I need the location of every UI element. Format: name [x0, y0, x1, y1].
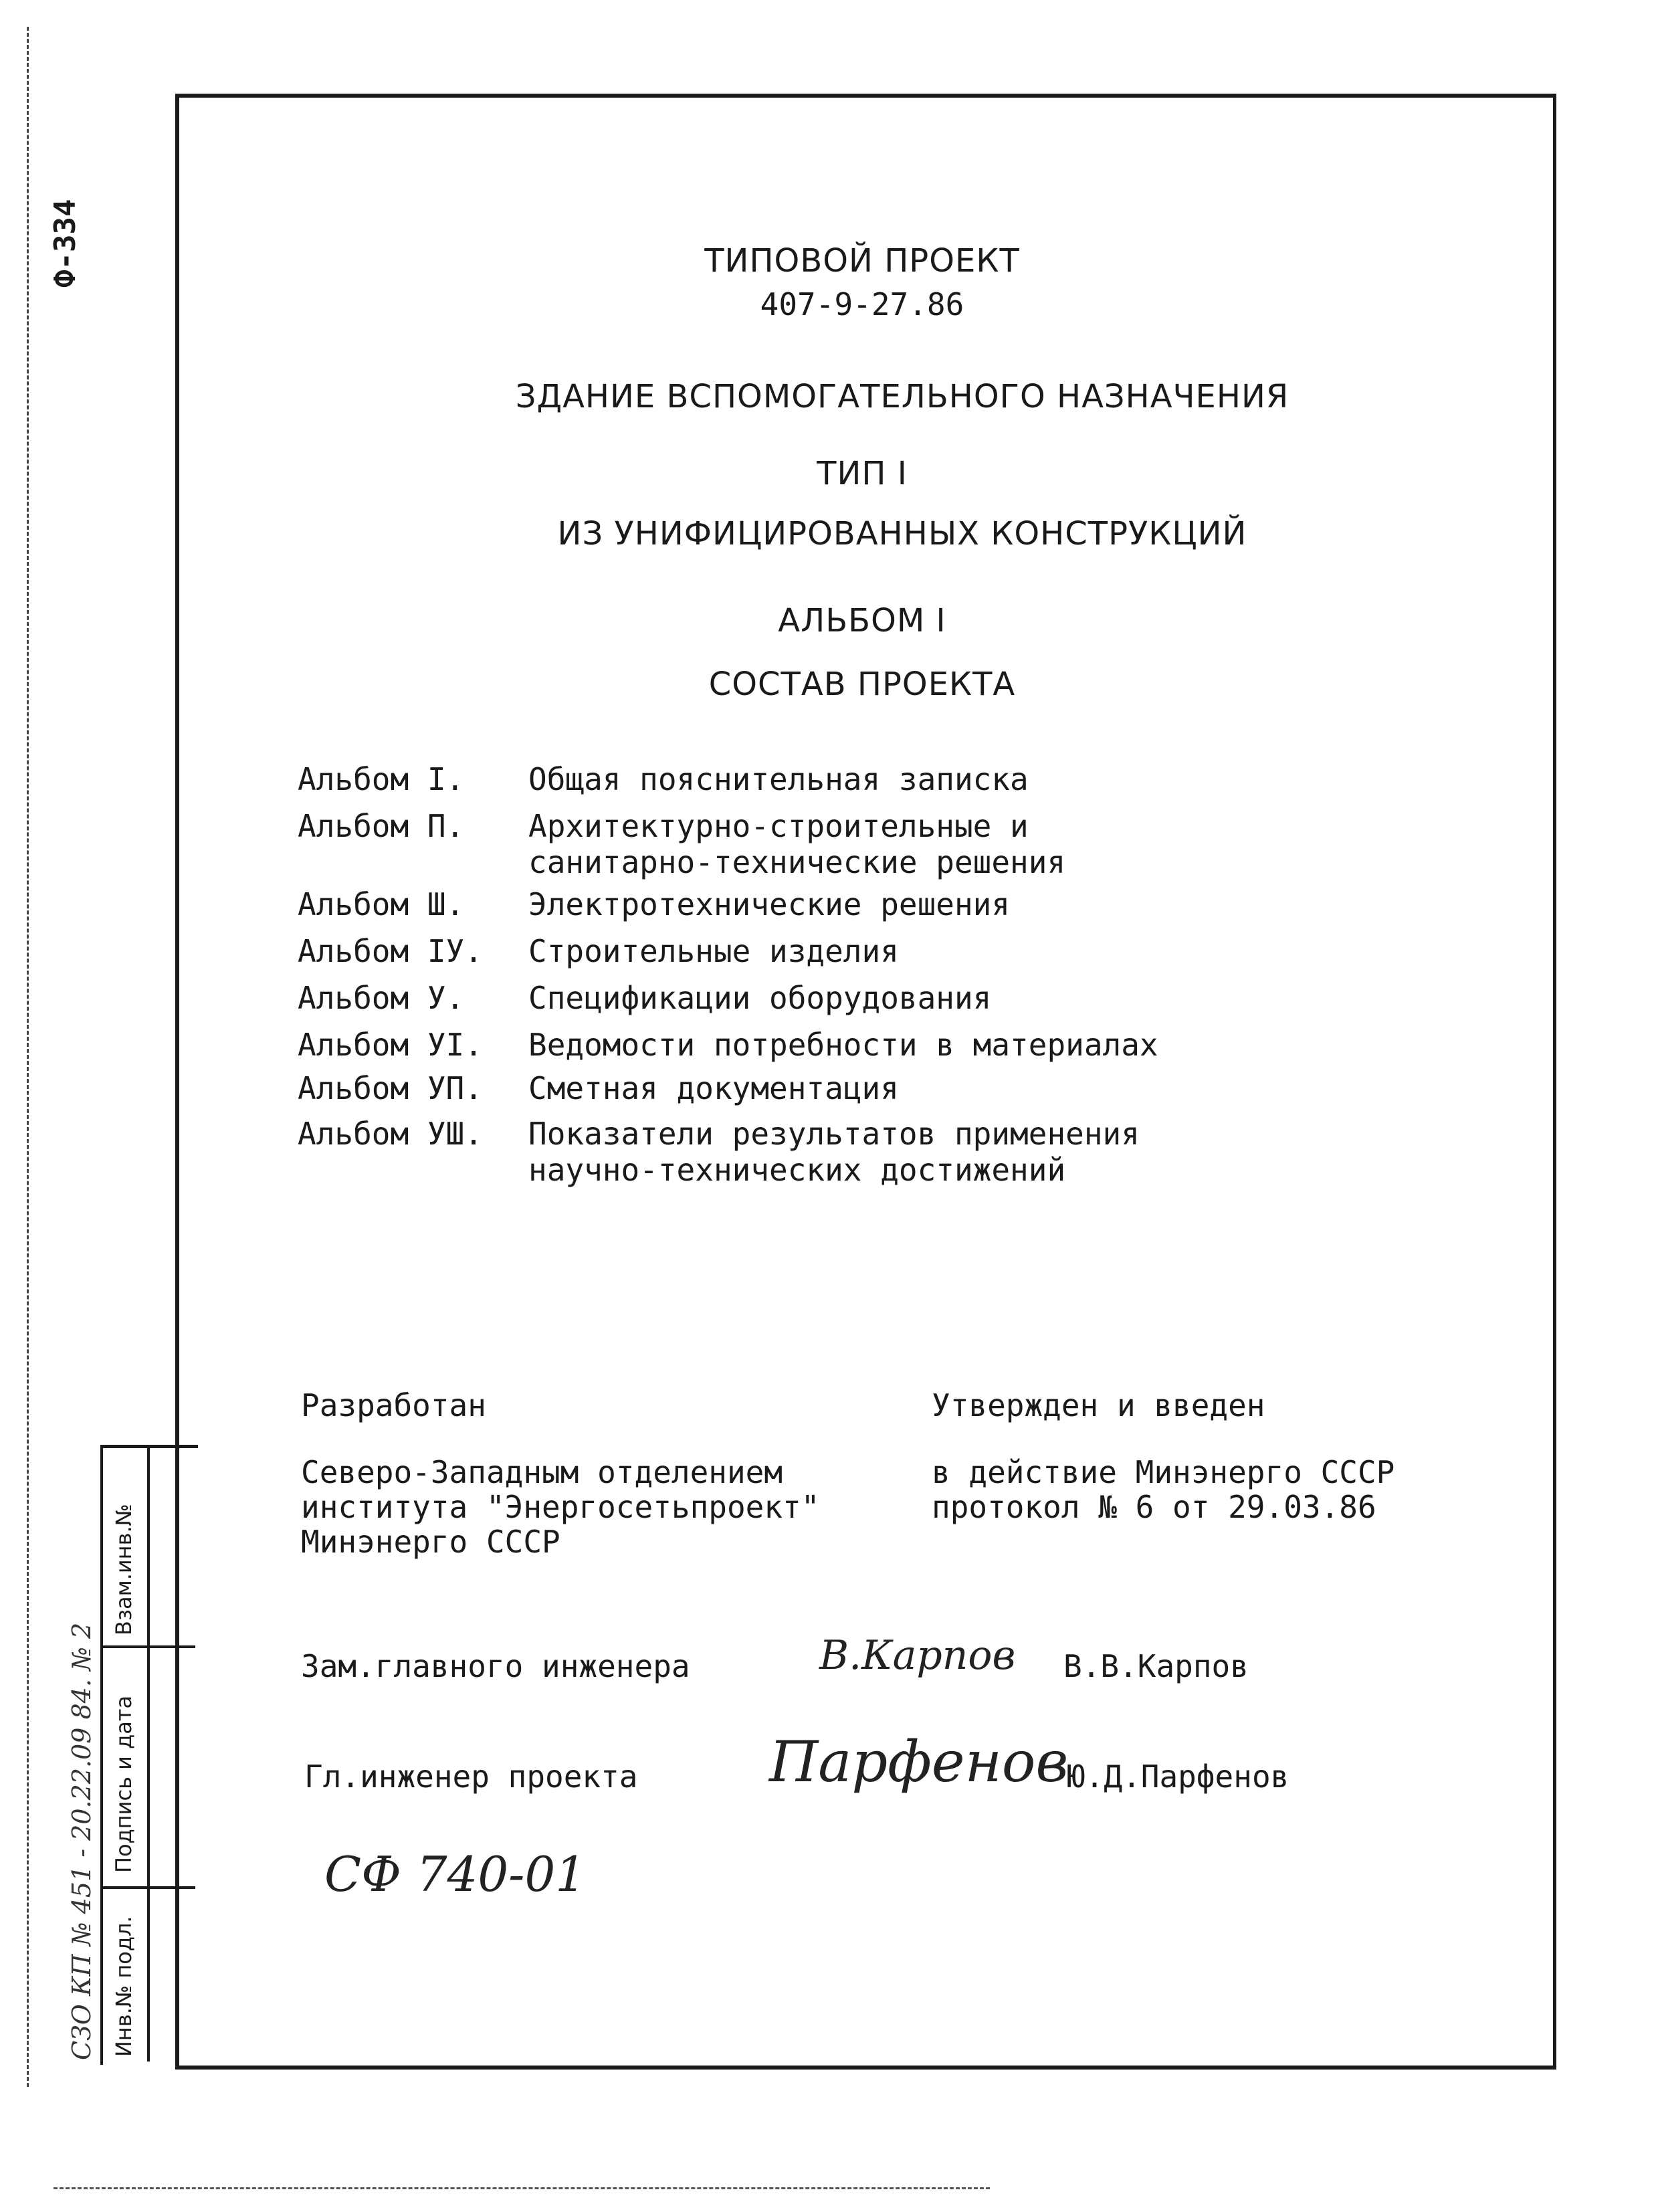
signature-role: Гл.инженер проекта: [304, 1758, 638, 1795]
handwritten-code: СФ 740-01: [324, 1846, 587, 1902]
approved-by: в действие Минэнерго СССР протокол № 6 от 29.03.86: [932, 1454, 1395, 1525]
stamp-sign-date: Подпись и дата: [111, 1695, 136, 1873]
left-margin-dash: [27, 27, 29, 2087]
document-code: Ф-334: [48, 199, 82, 288]
album-item: Альбом У. Спецификации оборудования: [298, 980, 992, 1016]
album-title: АЛЬБОМ I: [778, 602, 946, 639]
project-type: ТИПОВОЙ ПРОЕКТ: [704, 242, 1020, 280]
album-item: Альбом П. Архитектурно-строительные и санитарно-технические решения: [298, 808, 1066, 880]
signatory-name: Ю.Д.Парфенов: [1067, 1758, 1289, 1795]
signature-parfenov: Парфенов: [769, 1729, 1069, 1795]
signature-role: Зам.главного инженера: [301, 1648, 690, 1684]
album-item: Альбом I. Общая пояснительная записка: [298, 761, 1029, 797]
album-item: Альбом Ш. Электротехнические решения: [298, 886, 1011, 922]
building-type: ТИП I: [817, 455, 908, 492]
signatory-name: В.В.Карпов: [1063, 1648, 1249, 1684]
side-stamp-divider: [147, 1445, 150, 2062]
approved-label: Утвержден и введен: [932, 1387, 1265, 1423]
side-handwritten-note: СЗО КП № 451 - 20.22.09 84. № 2: [67, 1622, 96, 2060]
stamp-separator: [100, 1645, 195, 1648]
bottom-margin-dash: [54, 2187, 990, 2189]
project-number: 407-9-27.86: [760, 286, 964, 322]
album-item: Альбом УI. Ведомости потребности в материалах: [298, 1027, 1158, 1063]
album-item: Альбом УП. Сметная документация: [298, 1070, 899, 1106]
stamp-inv-orig: Инв.№ подл.: [111, 1916, 136, 2057]
signature-karpov: В.Карпов: [819, 1632, 1016, 1679]
stamp-inv-vzam: Взам.инв.№: [111, 1504, 136, 1635]
building-title: ЗДАНИЕ ВСПОМОГАТЕЛЬНОГО НАЗНАЧЕНИЯ: [515, 378, 1289, 415]
album-item: Альбом IУ. Строительные изделия: [298, 933, 899, 969]
developed-label: Разработан: [301, 1387, 486, 1423]
stamp-separator: [100, 1886, 195, 1889]
construction-line: ИЗ УНИФИЦИРОВАННЫХ КОНСТРУКЦИЙ: [557, 515, 1247, 552]
developed-by: Северо-Западным отделением института "Энергосетьпроект" Минэнерго СССР: [301, 1454, 820, 1560]
album-item: Альбом УШ. Показатели результатов применения научно-технических достижений: [298, 1116, 1140, 1188]
contents-title: СОСТАВ ПРОЕКТА: [708, 666, 1016, 703]
